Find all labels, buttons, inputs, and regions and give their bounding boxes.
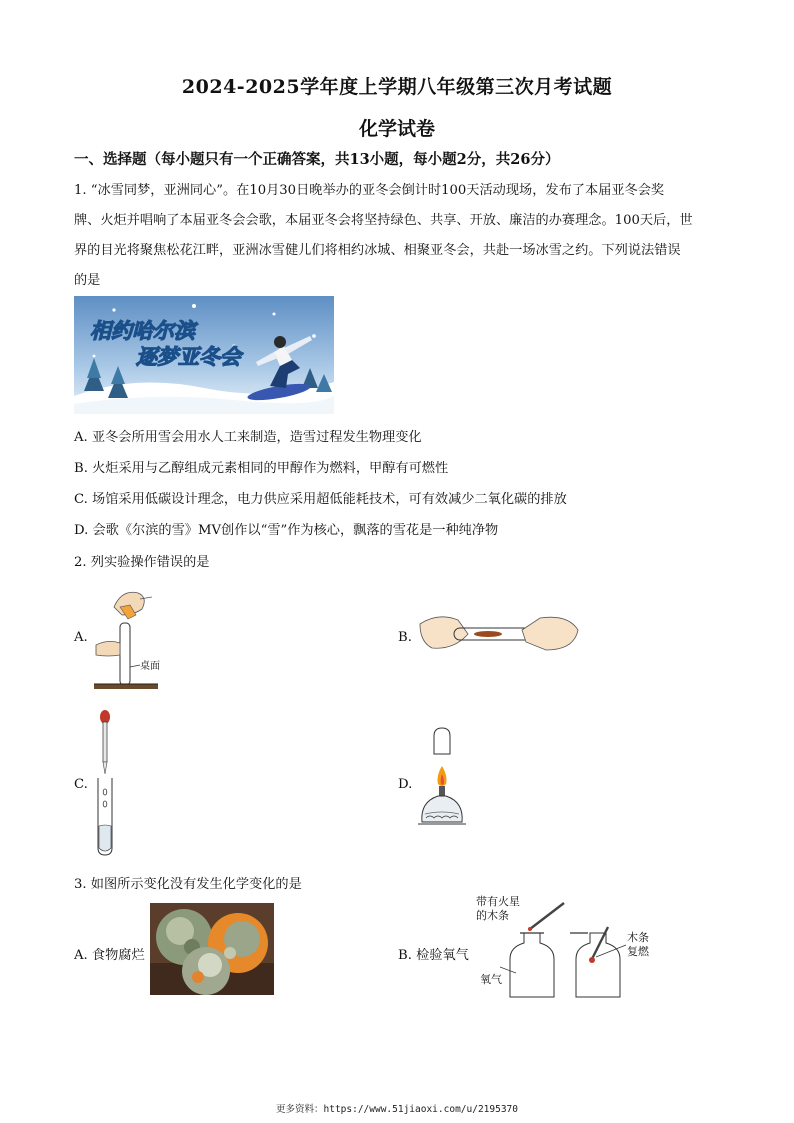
desk-label: 桌面 (140, 661, 160, 672)
dropper-figure (92, 708, 122, 858)
rotten-fruit-figure (150, 903, 274, 995)
oxygen-test-figure (470, 893, 670, 1005)
question-1-option-a[interactable]: A. 亚冬会所用雪会用水人工来制造，造雪过程发生物理变化 (74, 430, 422, 445)
question-1-option-d[interactable]: D. 会歌《尔滨的雪》MV创作以“雪”作为核心，飘落的雪花是一种纯净物 (74, 523, 499, 538)
question-3-option-a[interactable]: A. 食物腐烂 (74, 948, 145, 963)
relight-label-1: 木条 (627, 931, 649, 944)
question-2-stem: 2. 列实验操作错误的是 (74, 555, 210, 570)
asian-winter-games-poster (74, 296, 334, 414)
pouring-liquid-illustration (92, 585, 172, 695)
question-1-option-c[interactable]: C. 场馆采用低碳设计理念，电力供应采用超低能耗技术，可有效减少二氧化碳的排放 (74, 492, 567, 507)
holding-test-tube-figure (418, 610, 583, 660)
glowing-stick-label-1: 带有火星 (476, 895, 520, 908)
rotten-fruit-photo (150, 903, 274, 995)
question-1-line: 1. “冰雪同梦，亚洲同心”。在10月30日晚举办的亚冬会倒计时100天活动现场，发布了本届亚冬会奖 (74, 183, 665, 198)
poster-slogan-1: 相约哈尔滨 (90, 319, 195, 343)
pouring-liquid-figure (92, 585, 172, 695)
alcohol-lamp-illustration (416, 726, 466, 838)
relight-label-2: 复燃 (627, 945, 649, 958)
question-1-stem (74, 176, 722, 296)
exam-title: 2024-2025学年度上学期八年级第三次月考试题 (181, 76, 613, 98)
question-2-label-d[interactable]: D. (398, 777, 413, 792)
question-1-line: 的是 (74, 273, 101, 288)
exam-subtitle: 化学试卷 (358, 118, 435, 140)
holding-test-tube-illustration (418, 610, 583, 660)
question-2-label-a[interactable]: A. (74, 630, 88, 645)
question-1-line: 界的目光将聚焦松花江畔，亚洲冰雪健儿们将相约冰城、相聚亚冬会，共赴一场冰雪之约。下列说法错误 (74, 243, 681, 258)
poster-slogan-2: 逐梦亚冬会 (136, 345, 241, 369)
alcohol-lamp-figure (416, 726, 466, 838)
glowing-stick-label-2: 的木条 (476, 909, 509, 922)
section-heading: 一、选择题（每小题只有一个正确答案，共13小题，每小题2分，共26分） (74, 151, 560, 168)
oxygen-label: 氧气 (480, 973, 502, 986)
poster-graphic (74, 296, 334, 414)
oxygen-test-illustration (470, 893, 670, 1005)
question-2-label-c[interactable]: C. (74, 777, 88, 792)
question-3-stem: 3. 如图所示变化没有发生化学变化的是 (74, 877, 302, 892)
question-3-option-b[interactable]: B. 检验氧气 (398, 948, 469, 963)
question-1-line: 牌、火炬并唱响了本届亚冬会会歌，本届亚冬会将坚持绿色、共享、开放、廉洁的办赛理念。100天后，世 (74, 213, 693, 228)
question-1-option-b[interactable]: B. 火炬采用与乙醇组成元素相同的甲醇作为燃料，甲醇有可燃性 (74, 461, 449, 476)
question-2-label-b[interactable]: B. (398, 630, 412, 645)
footer-link[interactable]: 更多资料：https://www.51jiaoxi.com/u/2195370 (276, 1104, 518, 1115)
dropper-illustration (92, 708, 122, 858)
